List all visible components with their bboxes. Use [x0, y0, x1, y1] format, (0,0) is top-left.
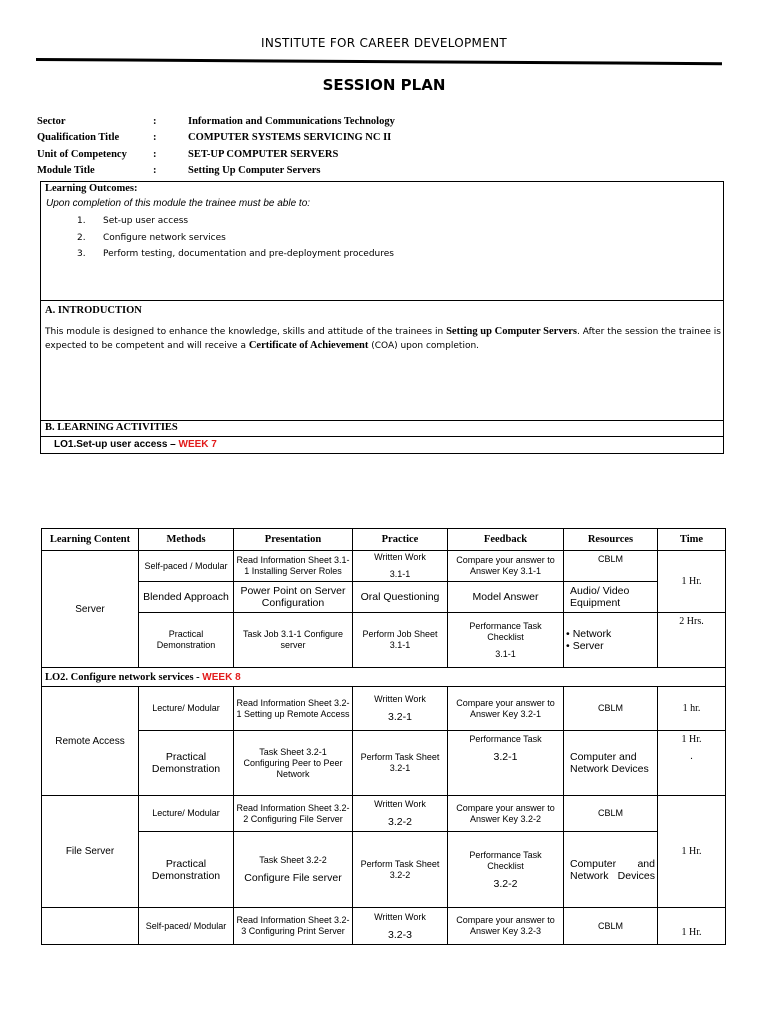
presentation-cell: Task Job 3.1-1 Configure server — [234, 613, 353, 668]
practice-cell: Written Work 3.2-1 — [353, 687, 448, 731]
module-title-emphasis: Setting up Computer Servers — [446, 326, 577, 337]
method-cell: Self-paced / Modular — [139, 551, 234, 582]
resources-cell: CBLM — [564, 908, 658, 945]
learning-outcome-item — [77, 233, 226, 243]
column-header: Learning Content — [42, 529, 139, 551]
learning-outcome-item — [77, 249, 394, 259]
introduction-text: This module is designed to enhance the knowledge, skills and attitude of the trainees in Setting up Computer Servers. After the session the trainee is expected to be competent and will receive a Certificate of Achievement (COA) upon completion. — [45, 326, 721, 351]
page-title: SESSION PLAN — [322, 76, 446, 94]
item-number: 2. — [77, 233, 86, 243]
presentation-cell: Read Information Sheet 3.2-3 Configuring Print Server — [234, 908, 353, 945]
info-label: Qualification Title — [37, 132, 120, 143]
method-cell: Self-paced/ Modular — [139, 908, 234, 945]
time-cell: 2 Hrs. — [658, 613, 726, 668]
info-label: Unit of Competency — [37, 149, 127, 160]
header-rule — [36, 58, 722, 65]
feedback-cell: Compare your answer to Answer Key 3.2-2 — [448, 796, 564, 832]
feedback-cell: Model Answer — [448, 582, 564, 613]
introduction-heading: A. INTRODUCTION — [45, 305, 142, 316]
table-header-row — [42, 529, 726, 551]
info-value: Setting Up Computer Servers — [188, 165, 321, 176]
column-header: Time — [658, 529, 726, 551]
lo1-box — [40, 436, 724, 454]
method-cell: Lecture/ Modular — [139, 796, 234, 832]
method-cell: Lecture/ Modular — [139, 687, 234, 731]
resources-cell — [564, 613, 658, 668]
presentation-cell: Task Sheet 3.2-1 Configuring Peer to Peer Network — [234, 731, 353, 796]
time-cell: 1 hr. — [658, 687, 726, 731]
feedback-cell: Compare your answer to Answer Key 3.2-1 — [448, 687, 564, 731]
column-header: Resources — [564, 529, 658, 551]
method-cell: Practical Demonstration — [139, 731, 234, 796]
time-cell: 1 Hr. — [658, 796, 726, 908]
feedback-cell: Performance Task 3.2-1 — [448, 731, 564, 796]
item-text: Set-up user access — [103, 216, 189, 226]
column-header: Practice — [353, 529, 448, 551]
resources-cell: Computer and Network Devices — [564, 731, 658, 796]
item-text: Configure network services — [103, 233, 226, 243]
practice-cell: Perform Task Sheet 3.2-2 — [353, 832, 448, 908]
item-number: 1. — [77, 216, 86, 226]
info-colon: : — [153, 149, 157, 160]
practice-cell: Written Work 3.2-3 — [353, 908, 448, 945]
table-row — [42, 731, 726, 796]
info-colon: : — [153, 132, 157, 143]
presentation-cell: Power Point on Server Configuration — [234, 582, 353, 613]
certificate-emphasis: Certificate of Achievement — [248, 340, 369, 351]
table-row — [42, 551, 726, 582]
session-plan-table — [41, 528, 726, 945]
learning-activities-box — [40, 420, 724, 437]
method-cell: Practical Demonstration — [139, 832, 234, 908]
presentation-cell: Read Information Sheet 3.2-2 Configuring File Server — [234, 796, 353, 832]
table-row — [42, 687, 726, 731]
introduction-box — [40, 300, 724, 421]
item-number: 3. — [77, 249, 86, 259]
practice-cell: Written Work 3.2-2 — [353, 796, 448, 832]
resource-bullet: • Server — [566, 640, 655, 652]
resources-cell: CBLM — [564, 796, 658, 832]
time-cell: 1 Hr. — [658, 908, 726, 945]
info-label: Sector — [37, 116, 66, 127]
presentation-cell: Read Information Sheet 3.1-1 Installing Server Roles — [234, 551, 353, 582]
column-header: Feedback — [448, 529, 564, 551]
column-header: Presentation — [234, 529, 353, 551]
lo1-heading: LO1.Set-up user access – WEEK 7 — [54, 439, 217, 450]
table-row — [42, 908, 726, 945]
resources-cell: CBLM — [564, 687, 658, 731]
week-label: WEEK 7 — [178, 439, 217, 450]
method-cell: Practical Demonstration — [139, 613, 234, 668]
feedback-cell: Performance Task Checklist 3.2-2 — [448, 832, 564, 908]
practice-cell: Perform Task Sheet 3.2-1 — [353, 731, 448, 796]
learning-content-cell: Server — [42, 551, 139, 668]
learning-content-cell: Remote Access — [42, 687, 139, 796]
lo2-row — [42, 668, 726, 687]
feedback-cell: Compare your answer to Answer Key 3.1-1 — [448, 551, 564, 582]
method-cell: Blended Approach — [139, 582, 234, 613]
info-colon: : — [153, 116, 157, 127]
presentation-cell: Task Sheet 3.2-2 Configure File server — [234, 832, 353, 908]
time-cell: 1 Hr. — [658, 551, 726, 613]
table-row — [42, 832, 726, 908]
info-value: SET-UP COMPUTER SERVERS — [188, 149, 339, 160]
info-colon: : — [153, 165, 157, 176]
info-value: COMPUTER SYSTEMS SERVICING NC II — [188, 132, 392, 143]
column-header: Methods — [139, 529, 234, 551]
learning-outcomes-intro: Upon completion of this module the trainee must be able to: — [46, 198, 311, 209]
institute-name: INSTITUTE FOR CAREER DEVELOPMENT — [261, 36, 507, 50]
item-text: Perform testing, documentation and pre-deployment procedures — [103, 249, 394, 259]
time-cell: 1 Hr. . — [658, 731, 726, 796]
resources-cell: Computer and Network Devices — [564, 832, 658, 908]
resources-cell: Audio/ Video Equipment — [564, 582, 658, 613]
lo2-heading: LO2. Configure network services - WEEK 8 — [42, 668, 726, 687]
practice-cell: Written Work 3.1-1 — [353, 551, 448, 582]
week-label: WEEK 8 — [202, 671, 241, 683]
info-label: Module Title — [37, 165, 95, 176]
presentation-cell: Read Information Sheet 3.2-1 Setting up Remote Access — [234, 687, 353, 731]
learning-outcomes-heading: Learning Outcomes: — [45, 183, 138, 194]
table-row — [42, 613, 726, 668]
practice-cell: Oral Questioning — [353, 582, 448, 613]
feedback-cell: Performance Task Checklist 3.1-1 — [448, 613, 564, 668]
resource-bullet: • Network — [566, 628, 655, 640]
learning-content-cell — [42, 908, 139, 945]
learning-content-cell: File Server — [42, 796, 139, 908]
info-value: Information and Communications Technology — [188, 116, 395, 127]
resources-cell: CBLM — [564, 551, 658, 582]
learning-outcomes-box — [40, 181, 724, 301]
table-row — [42, 796, 726, 832]
learning-activities-heading: B. LEARNING ACTIVITIES — [45, 422, 178, 433]
learning-outcome-item — [77, 216, 188, 226]
table-row — [42, 582, 726, 613]
practice-cell: Perform Job Sheet 3.1-1 — [353, 613, 448, 668]
feedback-cell: Compare your answer to Answer Key 3.2-3 — [448, 908, 564, 945]
